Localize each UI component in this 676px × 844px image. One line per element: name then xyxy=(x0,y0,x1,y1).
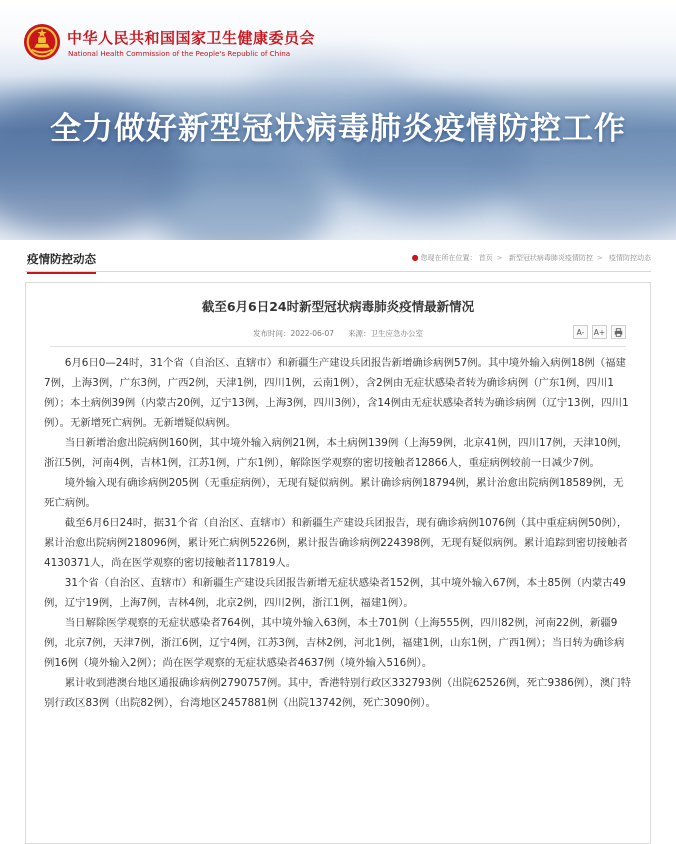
header-banner xyxy=(0,0,676,240)
breadcrumb xyxy=(412,253,651,263)
article-tools xyxy=(573,325,626,339)
font-decrease-button[interactable]: A- xyxy=(573,325,588,339)
article-meta xyxy=(26,328,650,339)
date-label: 发布时间： xyxy=(252,329,291,338)
location-pin-icon: ● xyxy=(411,253,419,262)
article-paragraph: 截至6月6日24时，据31个省（自治区、直辖市）和新疆生产建设兵团报告，现有确诊病例1076例（其中重症病例50例），累计治愈出院病例218096例，累计死亡病例5226例，累计报告确诊病例224398例，无现有疑似病例。累计追踪到密切接触者4130371人，尚在医学观察的密切接触者117819人。 xyxy=(44,517,628,569)
article-panel xyxy=(25,282,651,844)
source-label: 来源： xyxy=(348,329,371,338)
article-paragraph: 境外输入现有确诊病例205例（无重症病例），无现有疑似病例。累计确诊病例18794例，累计治愈出院病例18589例，无死亡病例。 xyxy=(44,477,624,509)
breadcrumb-link-covid[interactable]: 新型冠状病毒肺炎疫情防控 xyxy=(508,254,593,262)
article-paragraph: 当日解除医学观察的无症状感染者764例，其中境外输入63例，本土701例（上海555例，四川82例，河南22例，新疆9例，北京7例，天津7例，浙江6例，辽宁4例，江苏3例，吉林2例，河北1例，福建1例，山东1例，广西1例）；当日转为确诊病例16例（境外输入2例）；尚在医学观察的无症状感染者4637例（境外输入516例）。 xyxy=(44,617,625,669)
national-emblem-icon xyxy=(23,23,61,61)
article-paragraph: 当日新增治愈出院病例160例，其中境外输入病例21例，本土病例139例（上海59例，北京41例，四川17例，天津10例，浙江5例，河南4例，吉林1例，江苏1例，广东1例），解除医学观察的密切接触者12866人，重症病例较前一日减少7例。 xyxy=(44,437,628,469)
article-title: 截至6月6日24时新型冠状病毒肺炎疫情最新情况 xyxy=(201,299,475,314)
print-button[interactable] xyxy=(611,325,626,339)
source-name: 卫生应急办公室 xyxy=(370,329,424,338)
section-nav xyxy=(25,247,651,272)
title-divider xyxy=(50,346,626,347)
section-title: 疫情防控动态 xyxy=(27,251,96,274)
article-body xyxy=(44,353,632,713)
breadcrumb-link-dynamics[interactable]: 疫情防控动态 xyxy=(609,254,651,262)
font-increase-button[interactable]: A+ xyxy=(592,325,607,339)
breadcrumb-separator: > xyxy=(496,254,503,262)
article-paragraph: 累计收到港澳台地区通报确诊病例2790757例。其中，香港特别行政区332793例（出院62526例，死亡9386例），澳门特别行政区83例（出院82例），台湾地区2457881例（出院13742例，死亡3090例）。 xyxy=(44,677,632,709)
article-paragraph: 31个省（自治区、直辖市）和新疆生产建设兵团报告新增无症状感染者152例，其中境外输入67例，本土85例（内蒙古49例，辽宁19例，上海7例，吉林4例，北京2例，四川2例，浙江1例，福建1例）。 xyxy=(44,577,626,609)
article-paragraph: 6月6日0—24时，31个省（自治区、直辖市）和新疆生产建设兵团报告新增确诊病例57例。其中境外输入病例18例（福建7例，上海3例，广东3例，广西2例，天津1例，四川1例，云南1例），含2例由无症状感染者转为确诊病例（广东1例，四川1例）；本土病例39例（内蒙古20例，辽宁13例，上海3例，四川3例），含14例由无症状感染者转为确诊病例（辽宁13例，四川1例）。无新增死亡病例。无新增疑似病例。 xyxy=(44,357,629,429)
printer-icon xyxy=(614,328,623,337)
brand-name-en: National Health Commission of the People's Republic of China xyxy=(68,49,291,58)
breadcrumb-separator: > xyxy=(596,254,603,262)
breadcrumb-link-home[interactable]: 首页 xyxy=(478,254,493,262)
breadcrumb-prefix: 您现在所在位置： xyxy=(420,254,477,262)
banner-title: 全力做好新型冠状病毒肺炎疫情防控工作 xyxy=(50,111,626,147)
publish-date: 2022-06-07 xyxy=(290,329,335,338)
brand-name-cn[interactable]: 中华人民共和国国家卫生健康委员会 xyxy=(67,29,316,47)
